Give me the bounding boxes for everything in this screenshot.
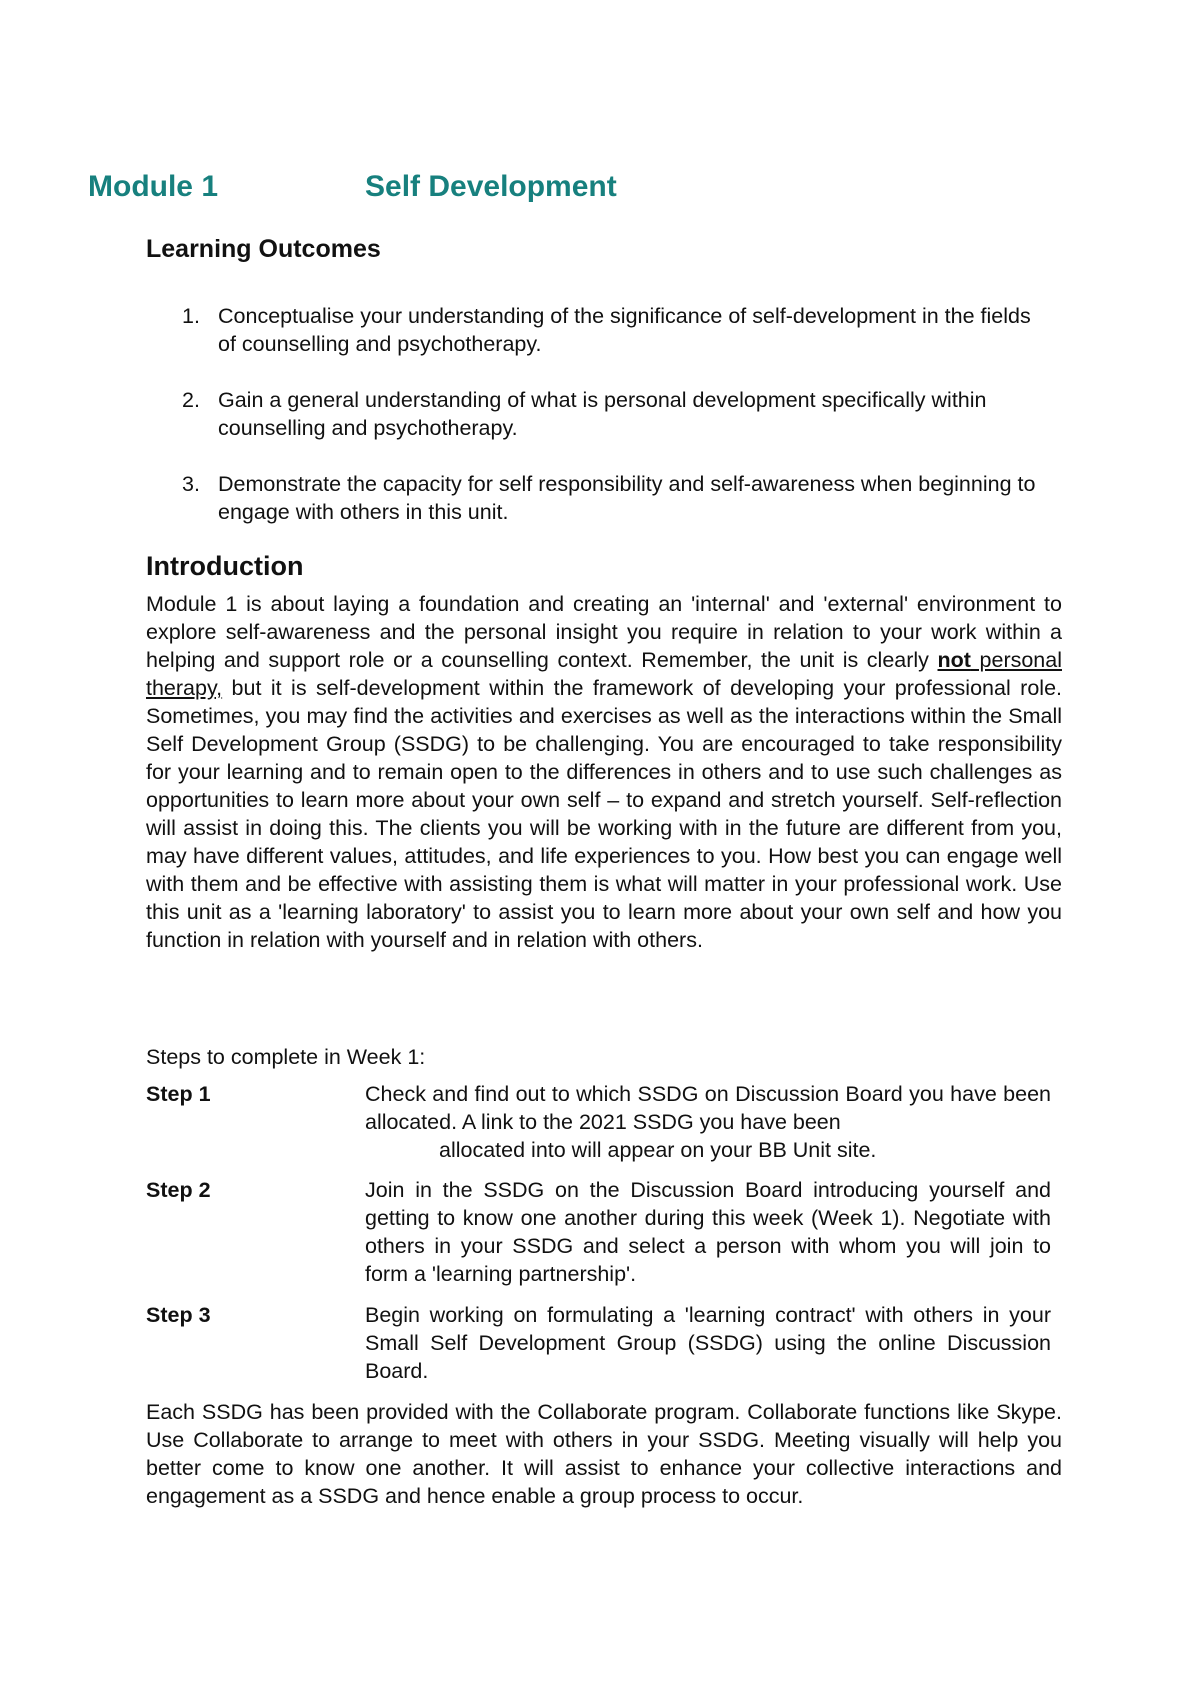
- step-row: [146, 1176, 1062, 1288]
- step-label: Step 2: [146, 1178, 211, 1202]
- module-number: Module 1: [88, 170, 219, 203]
- step-text-indented: allocated into will appear on your BB Unit site.: [439, 1138, 877, 1162]
- step-text: Check and find out to which SSDG on Discussion Board you have been allocated. A link to the 2021 SSDG you have been: [365, 1082, 1051, 1134]
- list-marker: 3.: [182, 472, 200, 496]
- step-label: Step 3: [146, 1303, 211, 1327]
- learning-outcome-text: Gain a general understanding of what is personal development specifically within counselling and psychotherapy.: [218, 388, 987, 440]
- module-heading: [88, 170, 617, 204]
- step-description: Begin working on formulating a 'learning contract' with others in your Small Self Development Group (SSDG) using the online Discussion Board.: [365, 1303, 1051, 1383]
- learning-outcomes-list: [146, 302, 1046, 554]
- learning-outcome-text: Conceptualise your understanding of the significance of self-development in the fields of counselling and psychotherapy.: [218, 304, 1031, 356]
- step-label: Step 1: [146, 1082, 211, 1106]
- learning-outcomes-heading: Learning Outcomes: [146, 235, 381, 263]
- step-description: Join in the SSDG on the Discussion Board introducing yourself and getting to know one another during this week (Week 1). Negotiate with others in your SSDG and select a person with whom you will join to form a 'learning partnership'.: [365, 1178, 1051, 1286]
- list-marker: 1.: [182, 304, 200, 328]
- intro-text-part: but it is self-development within the framework of developing your professional role. Sometimes, you may find the activities and exercises as well as the interactions within the Small Self Development Group (SSDG) to be challenging. You are encouraged to take responsibility for your learning and to remain open to the differences in others and to use such challenges as opportunities to learn more about your own self – to expand and stretch yourself. Self-reflection will assist in doing this. The clients you will be working with in the future are different from you, may have different values, attitudes, and life experiences to you. How best you can engage well with them and be effective with assisting them is what will matter in your professional work. Use this unit as a 'learning laboratory' to assist you to learn more about your own self and how you function in relation with yourself and in relation with others.: [146, 676, 1062, 952]
- steps-intro: Steps to complete in Week 1:: [146, 1045, 426, 1069]
- introduction-heading: Introduction: [146, 551, 304, 581]
- learning-outcome-item: [146, 470, 1046, 526]
- learning-outcome-item: [146, 302, 1046, 358]
- list-marker: 2.: [182, 388, 200, 412]
- step-row: [146, 1301, 1062, 1385]
- underlined-personal-therapy: personal therapy,: [146, 648, 1062, 700]
- step-row: [146, 1080, 1062, 1164]
- introduction-paragraph: [146, 590, 1062, 954]
- learning-outcome-item: [146, 386, 1046, 442]
- learning-outcome-text: Demonstrate the capacity for self responsibility and self-awareness when beginning to engage with others in this unit.: [218, 472, 1036, 524]
- intro-text-part: Module 1 is about laying a foundation and creating an 'internal' and 'external' environment to explore self-awareness and the personal insight you require in relation to your work within a helping and support role or a counselling context. Remember, the unit is clearly: [146, 592, 1062, 672]
- collaborate-paragraph: Each SSDG has been provided with the Collaborate program. Collaborate functions like Skype. Use Collaborate to arrange to meet with others in your SSDG. Meeting visually will help you better come to know one another. It will assist to enhance your collective interactions and engagement as a SSDG and hence enable a group process to occur.: [146, 1400, 1062, 1508]
- emphasis-not: not: [937, 648, 971, 672]
- module-title: Self Development: [365, 170, 617, 203]
- step-description: [365, 1080, 1051, 1164]
